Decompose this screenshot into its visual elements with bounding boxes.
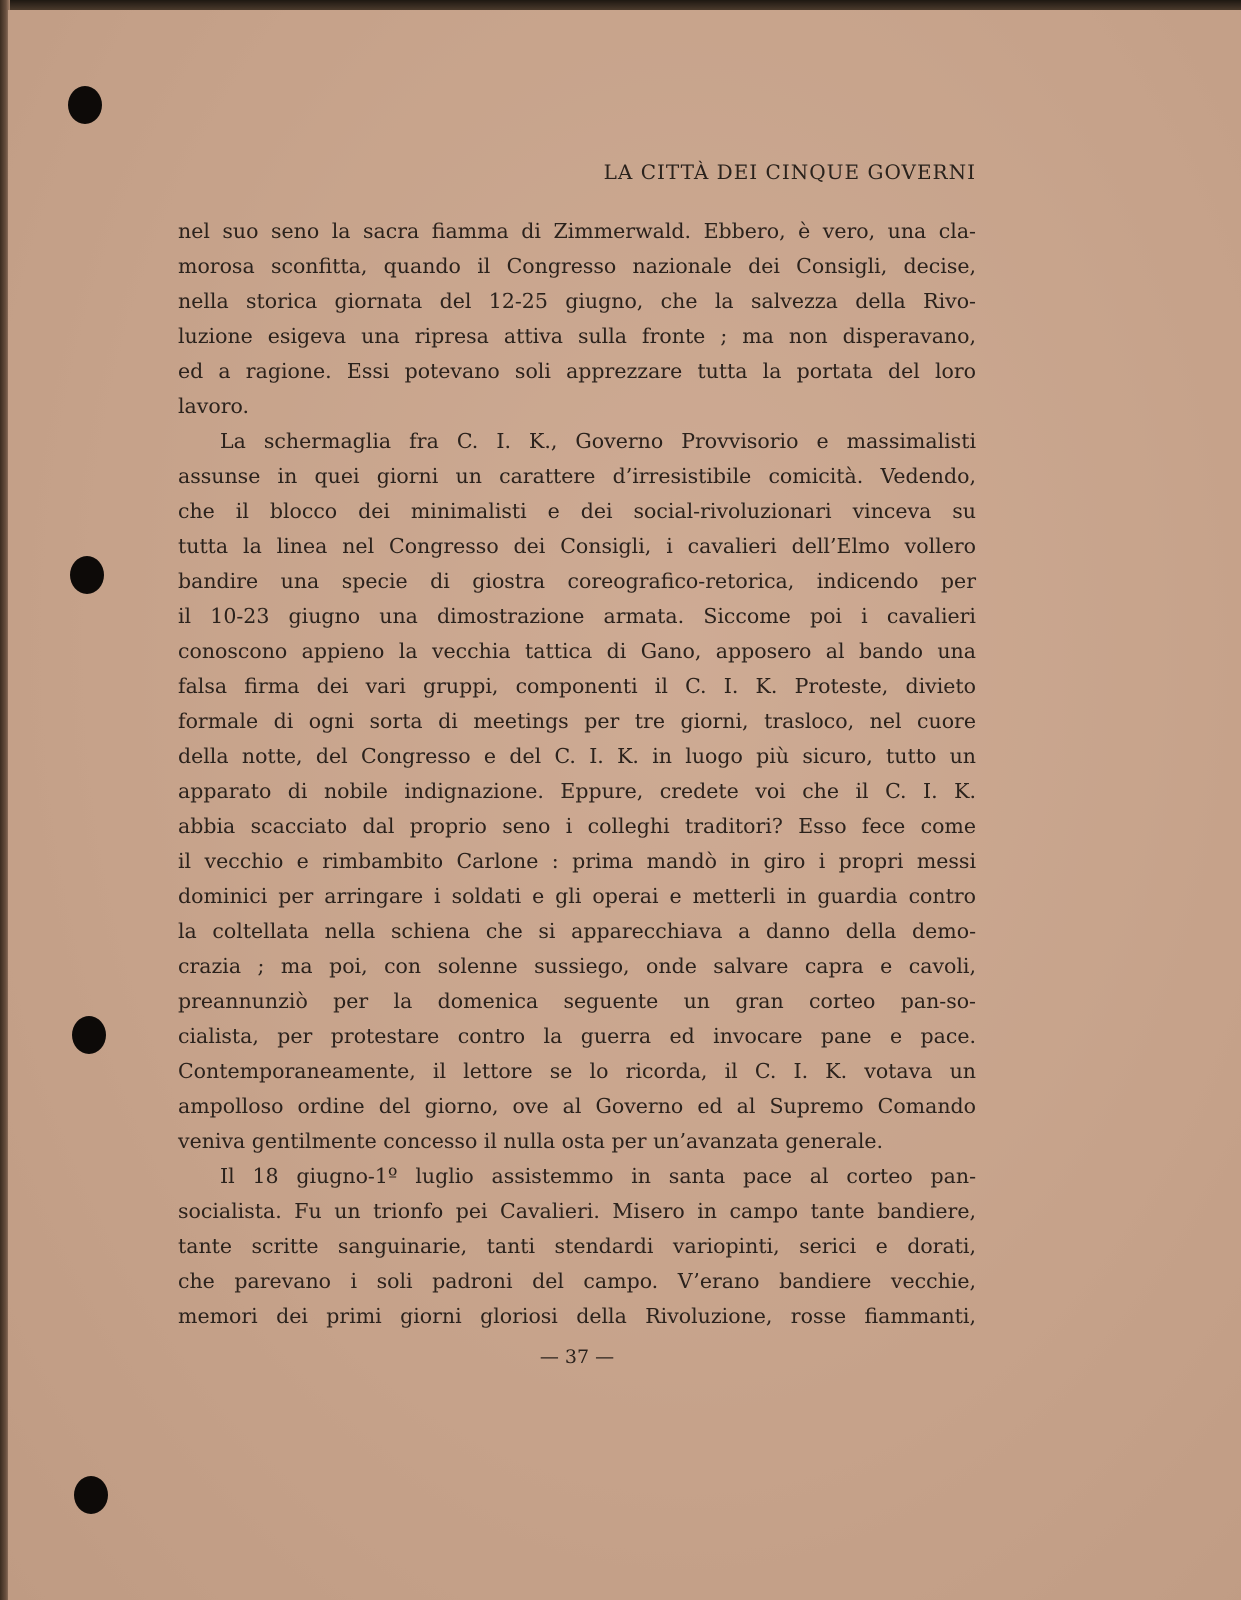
text-line: memori dei primi giorni gloriosi della Rivoluzione, rosse fiammanti,: [178, 1304, 976, 1328]
text-line: socialista. Fu un trionfo pei Cavalieri. Misero in campo tante bandiere,: [178, 1199, 976, 1223]
text-line: lavoro.: [178, 394, 249, 418]
text-line: conoscono appieno la vecchia tattica di Gano, apposero al bando una: [178, 639, 976, 663]
binder-hole: [68, 86, 102, 124]
body-text: [178, 214, 976, 1334]
running-head: LA CITTÀ DEI CINQUE GOVERNI: [603, 160, 976, 184]
text-line: abbia scacciato dal proprio seno i colleghi traditori? Esso fece come: [178, 814, 976, 838]
text-line: La schermaglia fra C. I. K., Governo Provvisorio e massimalisti: [220, 429, 976, 453]
page-number: — 37 —: [539, 1346, 615, 1368]
text-line: nel suo seno la sacra fiamma di Zimmerwald. Ebbero, è vero, una cla-: [178, 219, 976, 243]
text-line: il 10-23 giugno una dimostrazione armata. Siccome poi i cavalieri: [178, 604, 976, 628]
text-line: assunse in quei giorni un carattere d’irresistibile comicità. Vedendo,: [178, 464, 976, 488]
text-line: della notte, del Congresso e del C. I. K. in luogo più sicuro, tutto un: [178, 744, 976, 768]
binder-hole: [72, 1016, 106, 1054]
text-line: la coltellata nella schiena che si apparecchiava a danno della demo-: [178, 919, 976, 943]
text-line: Il 18 giugno-1º luglio assistemmo in santa pace al corteo pan-: [220, 1164, 976, 1188]
text-line: che parevano i soli padroni del campo. V’erano bandiere vecchie,: [178, 1269, 976, 1293]
binder-hole: [74, 1476, 108, 1514]
text-line: bandire una specie di giostra coreografico-retorica, indicendo per: [178, 569, 976, 593]
text-line: luzione esigeva una ripresa attiva sulla fronte ; ma non disperavano,: [178, 324, 976, 348]
text-line: preannunziò per la domenica seguente un gran corteo pan-so-: [178, 989, 976, 1013]
text-line: cialista, per protestare contro la guerra ed invocare pane e pace.: [178, 1024, 976, 1048]
text-line: morosa sconfitta, quando il Congresso nazionale dei Consigli, decise,: [178, 254, 976, 278]
text-line: tutta la linea nel Congresso dei Consigli, i cavalieri dell’Elmo vollero: [178, 534, 976, 558]
text-line: apparato di nobile indignazione. Eppure, credete voi che il C. I. K.: [178, 779, 976, 803]
text-line: il vecchio e rimbambito Carlone : prima mandò in giro i propri messi: [178, 849, 976, 873]
text-line: dominici per arringare i soldati e gli operai e metterli in guardia contro: [178, 884, 976, 908]
text-line: veniva gentilmente concesso il nulla osta per un’avanzata generale.: [178, 1129, 884, 1153]
text-line: crazia ; ma poi, con solenne sussiego, onde salvare capra e cavoli,: [178, 954, 976, 978]
binder-hole: [70, 556, 104, 594]
book-page: [8, 10, 1241, 1600]
text-line: che il blocco dei minimalisti e dei social-rivoluzionari vinceva su: [178, 499, 976, 523]
text-line: falsa firma dei vari gruppi, componenti il C. I. K. Proteste, divieto: [178, 674, 976, 698]
text-line: nella storica giornata del 12-25 giugno, che la salvezza della Rivo-: [178, 289, 976, 313]
text-line: ampolloso ordine del giorno, ove al Governo ed al Supremo Comando: [178, 1094, 976, 1118]
text-line: Contemporaneamente, il lettore se lo ricorda, il C. I. K. votava un: [178, 1059, 976, 1083]
top-edge: [0, 0, 1241, 10]
text-line: tante scritte sanguinarie, tanti stendardi variopinti, serici e dorati,: [178, 1234, 976, 1258]
text-line: formale di ogni sorta di meetings per tre giorni, trasloco, nel cuore: [178, 709, 976, 733]
text-line: ed a ragione. Essi potevano soli apprezzare tutta la portata del loro: [178, 359, 976, 383]
